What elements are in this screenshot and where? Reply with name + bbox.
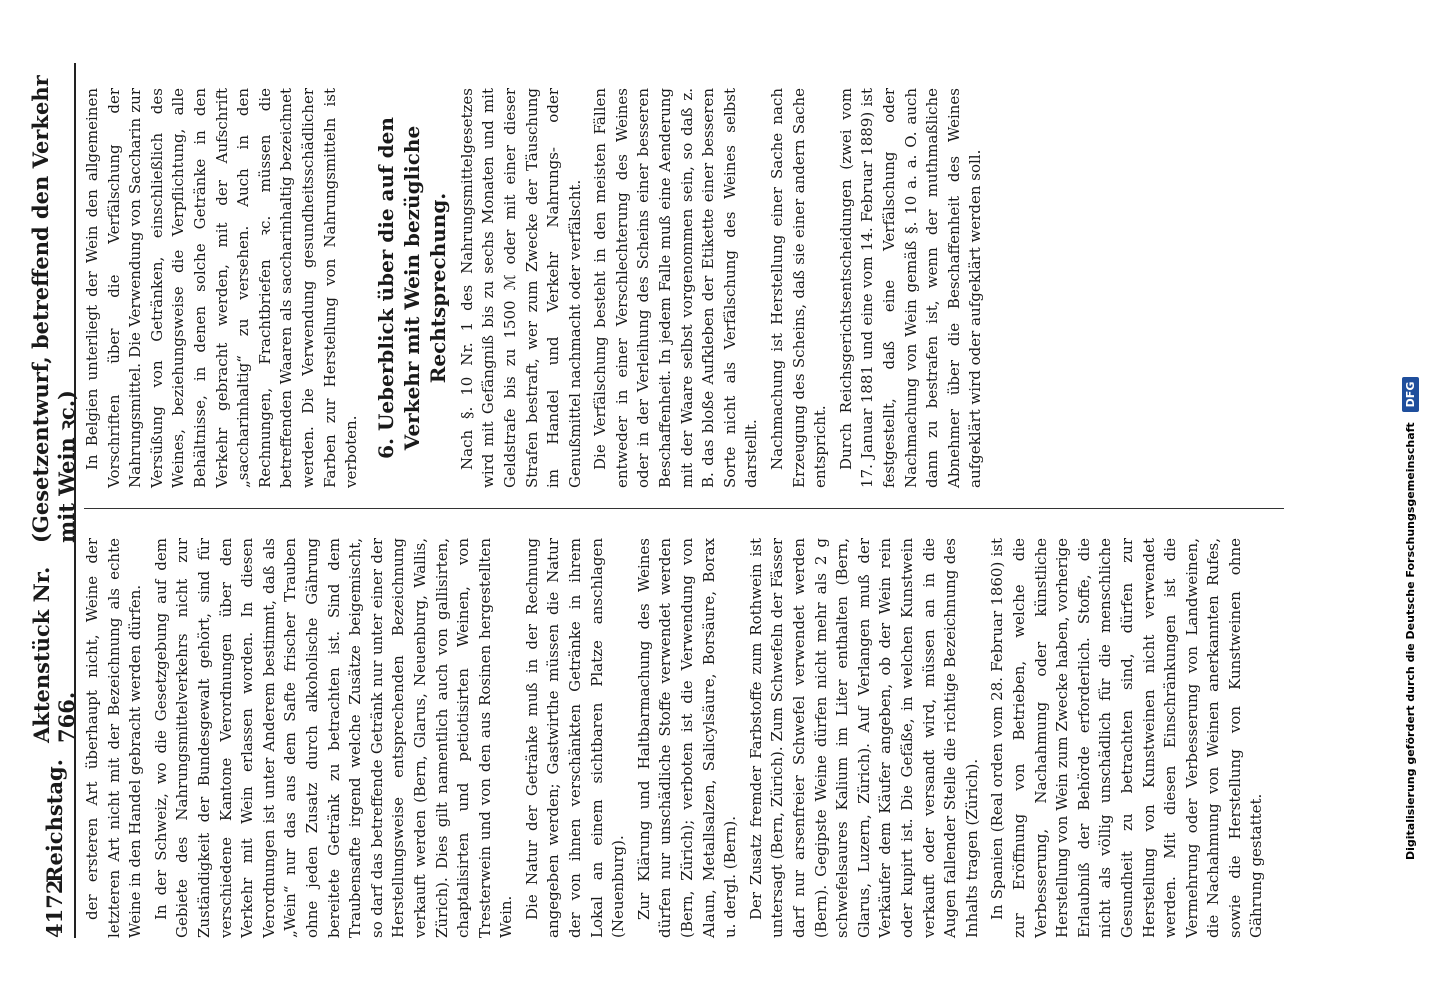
document-reference: Aktenstück Nr. 766. — [29, 566, 79, 743]
digitization-footer — [1395, 120, 1425, 860]
page-number: 4172 — [41, 879, 67, 938]
right-column — [82, 88, 991, 488]
document-topic: (Gesetzentwurf, betreffend den Verkehr mit Wein ꝛc.) — [27, 75, 79, 543]
left-paragraph: Die Natur der Getränke muß in der Rechnung angegeben werden; Gastwirthe müssen die Natur der von ihnen verschänkten Getränke in ihrem Lokal an einem sichtbaren Platze anschlagen (Neuenburg). — [522, 538, 628, 938]
left-paragraph: der ersteren Art überhaupt nicht, Weine der letzteren Art nicht mit der Bezeichnung als echte Weine in den Handel gebracht werden dürfen. — [83, 538, 145, 938]
left-paragraph: Der Zusatz fremder Farbstoffe zum Rothwein ist untersagt (Bern, Zürich). Zum Schwefeln der Fässer darf nur arsenfreier Schwefel verwendet werden (Bern). Gegipste Weine dürfen nicht mehr als 2 g schwefelsaures Kalium im Liter enthalten (Bern, Glarus, Luzern, Zürich). Auf Verlangen muß der Verkäufer dem Käufer angeben, ob der Wein rein oder kupirt ist. Die Gefäße, in welchen Kunstwein verkauft oder versandt wird, müssen an in die Augen fallender Stelle die richtige Bezeichnung des Inhalts tragen (Zürich). — [746, 538, 981, 938]
left-paragraph: In der Schweiz, wo die Gesetzgebung auf dem Gebiete des Nahrungsmittelverkehrs nicht zur Zuständigkeit der Bundesgewalt gehört, sind für verschiedene Kantone Verordnungen über den Verkehr mit Wein erlassen worden. In diesen Verordnungen ist unter Anderem bestimmt, daß als „Wein“ nur das aus dem Safte frischer Trauben ohne jeden Zusatz durch alkoholische Gährung bereitete Getränk zu betrachten ist. Sind dem Traubensafte irgend welche Zusätze beigemischt, so darf das betreffende Getränk nur unter einer der Herstellungsweise entsprechenden Bezeichnung verkauft werden (Bern, Glarus, Neuenburg, Wallis, Zürich). Dies gilt namentlich auch von gallisirten, chaptalisirten und petiotisirten Weinen, von Tresterwein und von den aus Rosinen hergestellten Wein. — [151, 538, 516, 938]
left-paragraph: Zur Klärung und Haltbarmachung des Weines dürfen nur unschädliche Stoffe verwendet werden (Bern, Zürich); verboten ist die Verwendung von Alaun, Metallsalzen, Salicylsäure, Borsäure, Borax u. dergl. (Bern). — [634, 538, 740, 938]
right-paragraph: Nachmachung ist Herstellung einer Sache nach Erzeugung des Scheins, daß sie einer andern Sache entspricht. — [768, 88, 830, 488]
left-column — [82, 538, 1272, 938]
digitization-note: Digitalisierung gefördert durch die Deutsche Forschungsgemeinschaft — [1403, 422, 1417, 860]
publication-title: Reichstag. — [41, 759, 67, 883]
dfg-logo: DFG — [1402, 377, 1419, 413]
right-paragraph: Nach §. 10 Nr. 1 des Nahrungsmittelgesetzes wird mit Gefängniß bis zu sechs Monaten und mit Geldstrafe bis zu 1500 ℳ oder mit einer dieser Strafen bestraft, wer zum Zwecke der Täuschung im Handel und Verkehr Nahrungs- oder Genußmittel nachmacht oder verfälscht. — [457, 88, 584, 488]
right-paragraph: Die Verfälschung besteht in den meisten Fällen entweder in einer Verschlechterung des Weines oder in der Verleihung des Scheins einer besseren Beschaffenheit. In jedem Falle muß eine Aenderung mit der Waare selbst vorgenommen sein, so daß z. B. das bloße Aufkleben der Etikette einer besseren Sorte nicht als Verfälschung des Weines selbst darstellt. — [591, 88, 761, 488]
right-paragraph: In Belgien unterliegt der Wein den allgemeinen Vorschriften über die Verfälschung der Nahrungsmittel. Die Verwendung von Saccharin zur Versüßung von Getränken, einschließlich des Weines, beziehungsweise die Verpflichtung, alle Behältnisse, in denen solche Getränke in den Verkehr gebracht werden, mit der Aufschrift „saccharinhaltig“ zu versehen. Auch in den Rechnungen, Frachtbriefen ꝛc. müssen die betreffenden Waaren als saccharinhaltig bezeichnet werden. Die Verwendung gesundheitsschädlicher Farben zur Herstellung von Nahrungsmitteln ist verboten. — [83, 88, 361, 488]
section-heading: 6. Ueberblick über die auf den Verkehr mit Wein bezügliche Rechtsprechung. — [373, 117, 450, 459]
left-paragraph: In Spanien (Real orden vom 28. Februar 1860) ist zur Eröffnung von Betrieben, welche die Verbesserung, Nachahmung oder künstliche Herstellung von Wein zum Zwecke haben, vorherige Erlaubniß der Behörde erforderlich. Stoffe, die nicht als völlig unschädlich für die menschliche Gesundheit zu betrachten sind, dürfen zur Herstellung von Kunstweinen nicht verwendet werden. Mit diesen Einschränkungen ist die Vermehrung oder Verbesserung von Landweinen, die Nachahmung von Weinen anerkannten Rufes, sowie die Herstellung von Kunstweinen ohne Gährung gestattet. — [988, 538, 1266, 938]
column-divider — [84, 508, 1284, 509]
page-header — [27, 63, 79, 938]
right-paragraph: Durch Reichsgerichtsentscheidungen (zwei vom 17. Januar 1881 und eine vom 14. Februar 1889) ist festgestellt, daß eine Verfälschung oder Nachmachung von Wein gemäß §. 10 a. a. O. auch dann zu bestrafen ist, wenn der muthmaßliche Abnehmer über die Beschaffenheit des Weines aufgeklärt wird oder aufgeklärt werden soll. — [836, 88, 985, 488]
